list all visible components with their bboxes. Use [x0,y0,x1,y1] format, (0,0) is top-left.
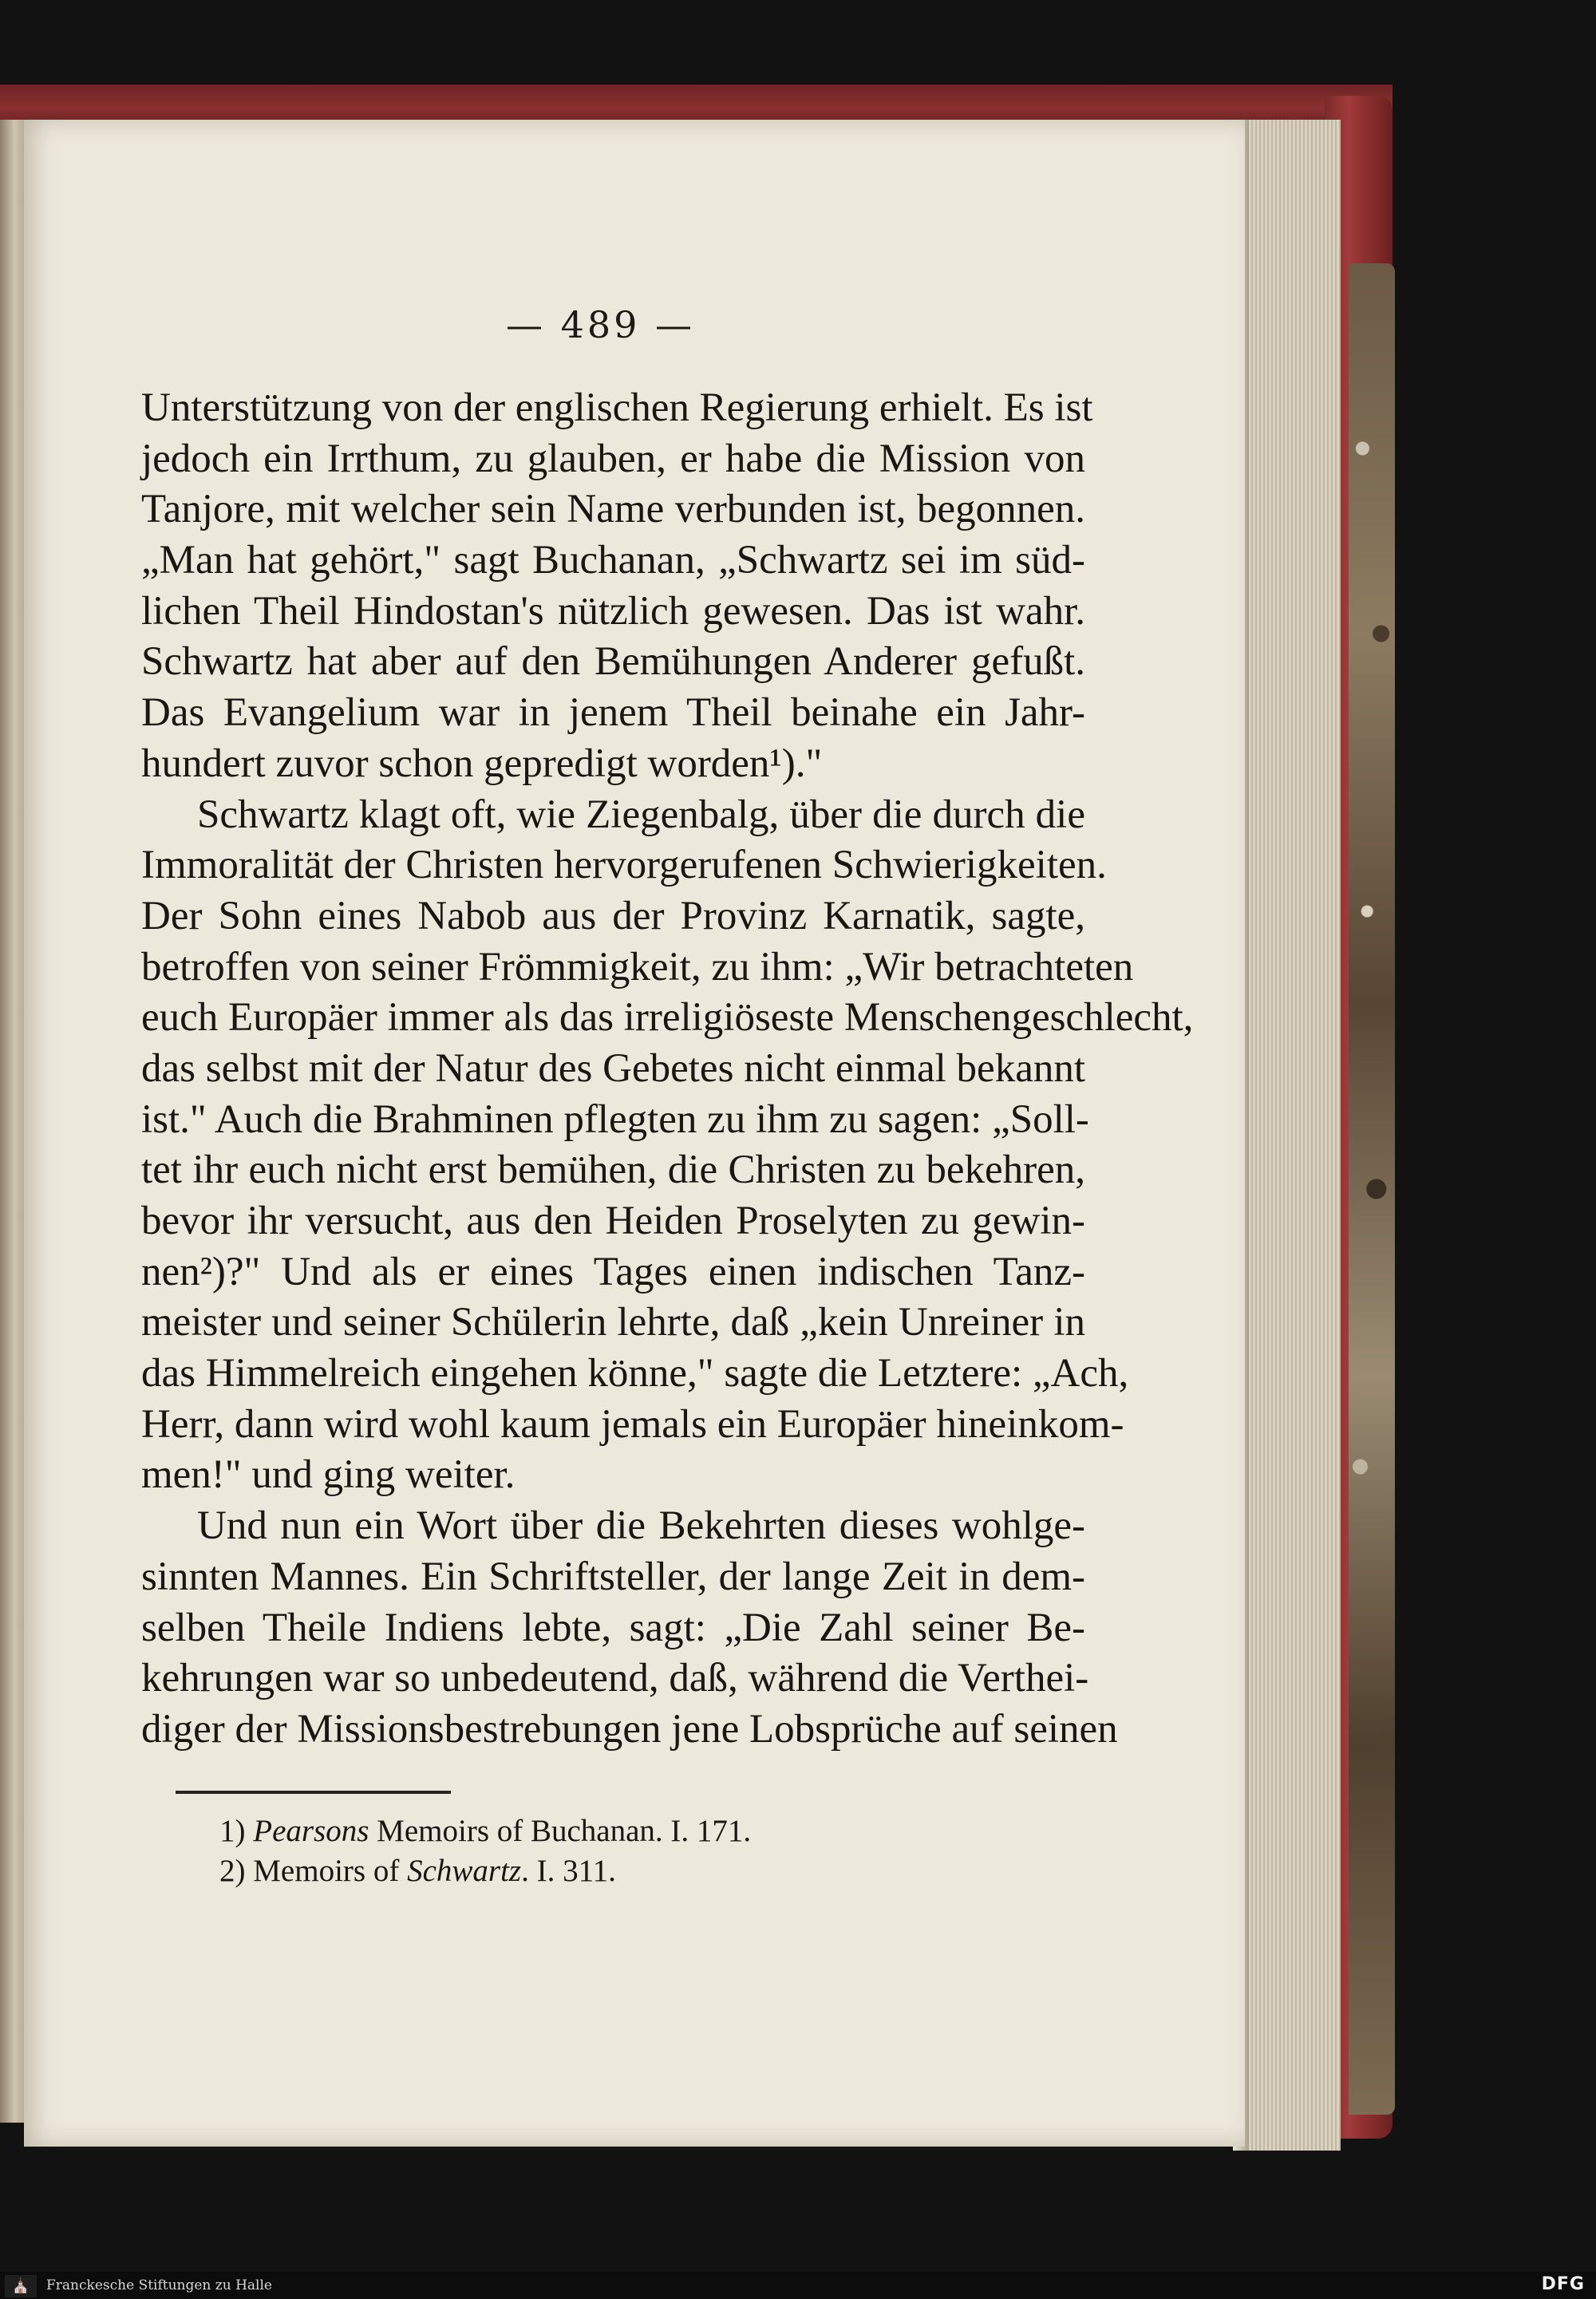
footnote-mark: 2) [219,1854,246,1888]
page-number: — 489 — [505,303,696,346]
text-line: Unterstützung von der englischen Regierung erhielt. Es ist [141,385,1093,430]
text-line: Tanjore, mit welcher sein Name verbunden ist, begonnen. [141,487,1085,532]
page-block-edges [1245,120,1341,2151]
text-line: men!" und ging weiter. [141,1452,516,1498]
text-line: nen²)?" Und als er eines Tages einen indischen Tanz- [141,1249,1085,1294]
institution-logo-icon: ⛪ [5,2275,37,2297]
footnote-author: Pearsons [253,1814,369,1848]
paragraph-first-line: Schwartz klagt oft, wie Ziegenbalg, über die durch die [197,792,1085,837]
marbled-endpaper [1349,263,1395,2115]
footnote-mark: 1) [219,1814,246,1848]
text-line: selben Theile Indiens lebte, sagt: „Die Zahl seiner Be- [141,1605,1085,1650]
text-line: hundert zuvor schon gepredigt worden¹)." [141,741,823,786]
dfg-logo: DFG [1541,2274,1585,2294]
footnote-2 [219,1851,751,1891]
text-line: sinnten Mannes. Ein Schriftsteller, der lange Zeit in dem- [141,1554,1085,1599]
text-line: bevor ihr versucht, aus den Heiden Proselyten zu gewin- [141,1199,1085,1243]
text-line: Der Sohn eines Nabob aus der Provinz Karnatik, sagte, [141,893,1085,938]
institution-name: Franckesche Stiftungen zu Halle [46,2277,272,2293]
text-line: Immoralität der Christen hervorgerufenen Schwierigkeiten. [141,843,1107,888]
footnote-text: Memoirs of [245,1854,408,1888]
text-line: Herr, dann wird wohl kaum jemals ein Europäer hineinkom- [141,1401,1124,1447]
book-page [24,120,1245,2147]
footnote-1 [219,1811,751,1851]
text-line: „Man hat gehört," sagt Buchanan, „Schwartz sei im süd- [141,538,1085,583]
text-line: ist." Auch die Brahminen pflegten zu ihm zu sagen: „Soll- [141,1096,1089,1142]
text-line: das Himmelreich eingehen könne," sagte die Letztere: „Ach, [141,1351,1129,1396]
text-line: tet ihr euch nicht erst bemühen, die Christen zu bekehren, [141,1148,1085,1193]
text-line: euch Europäer immer als das irreligiöseste Menschengeschlecht, [141,995,1194,1041]
text-line: diger der Missionsbestrebungen jene Lobsprüche auf seinen [141,1706,1118,1752]
text-line: Das Evangelium war in jenem Theil beinahe ein Jahr- [141,690,1085,736]
text-line: das selbst mit der Natur des Gebetes nicht einmal bekannt [141,1045,1085,1091]
footnotes [219,1811,751,1891]
text-line: Schwartz hat aber auf den Bemühungen Anderer gefußt. [141,639,1085,685]
left-page-edge [0,120,24,2123]
footnote-text: . I. 311. [521,1854,616,1888]
text-line: jedoch ein Irrthum, zu glauben, er habe die Mission von [141,436,1085,481]
paragraph-first-line: Und nun ein Wort über die Bekehrten dieses wohlge- [197,1503,1085,1549]
text-line: meister und seiner Schülerin lehrte, daß „kein Unreiner in [141,1300,1085,1345]
text-line: kehrungen war so unbedeutend, daß, während die Verthei- [141,1656,1089,1701]
footnote-subject: Schwartz [407,1854,522,1888]
footnote-rule [176,1791,451,1794]
text-line: betroffen von seiner Frömmigkeit, zu ihm: „Wir betrachteten [141,944,1134,990]
footnote-text: Memoirs of Buchanan. I. 171. [369,1814,752,1848]
text-line: lichen Theil Hindostan's nützlich gewesen. Das ist wahr. [141,588,1085,634]
body-text [141,383,1194,1756]
